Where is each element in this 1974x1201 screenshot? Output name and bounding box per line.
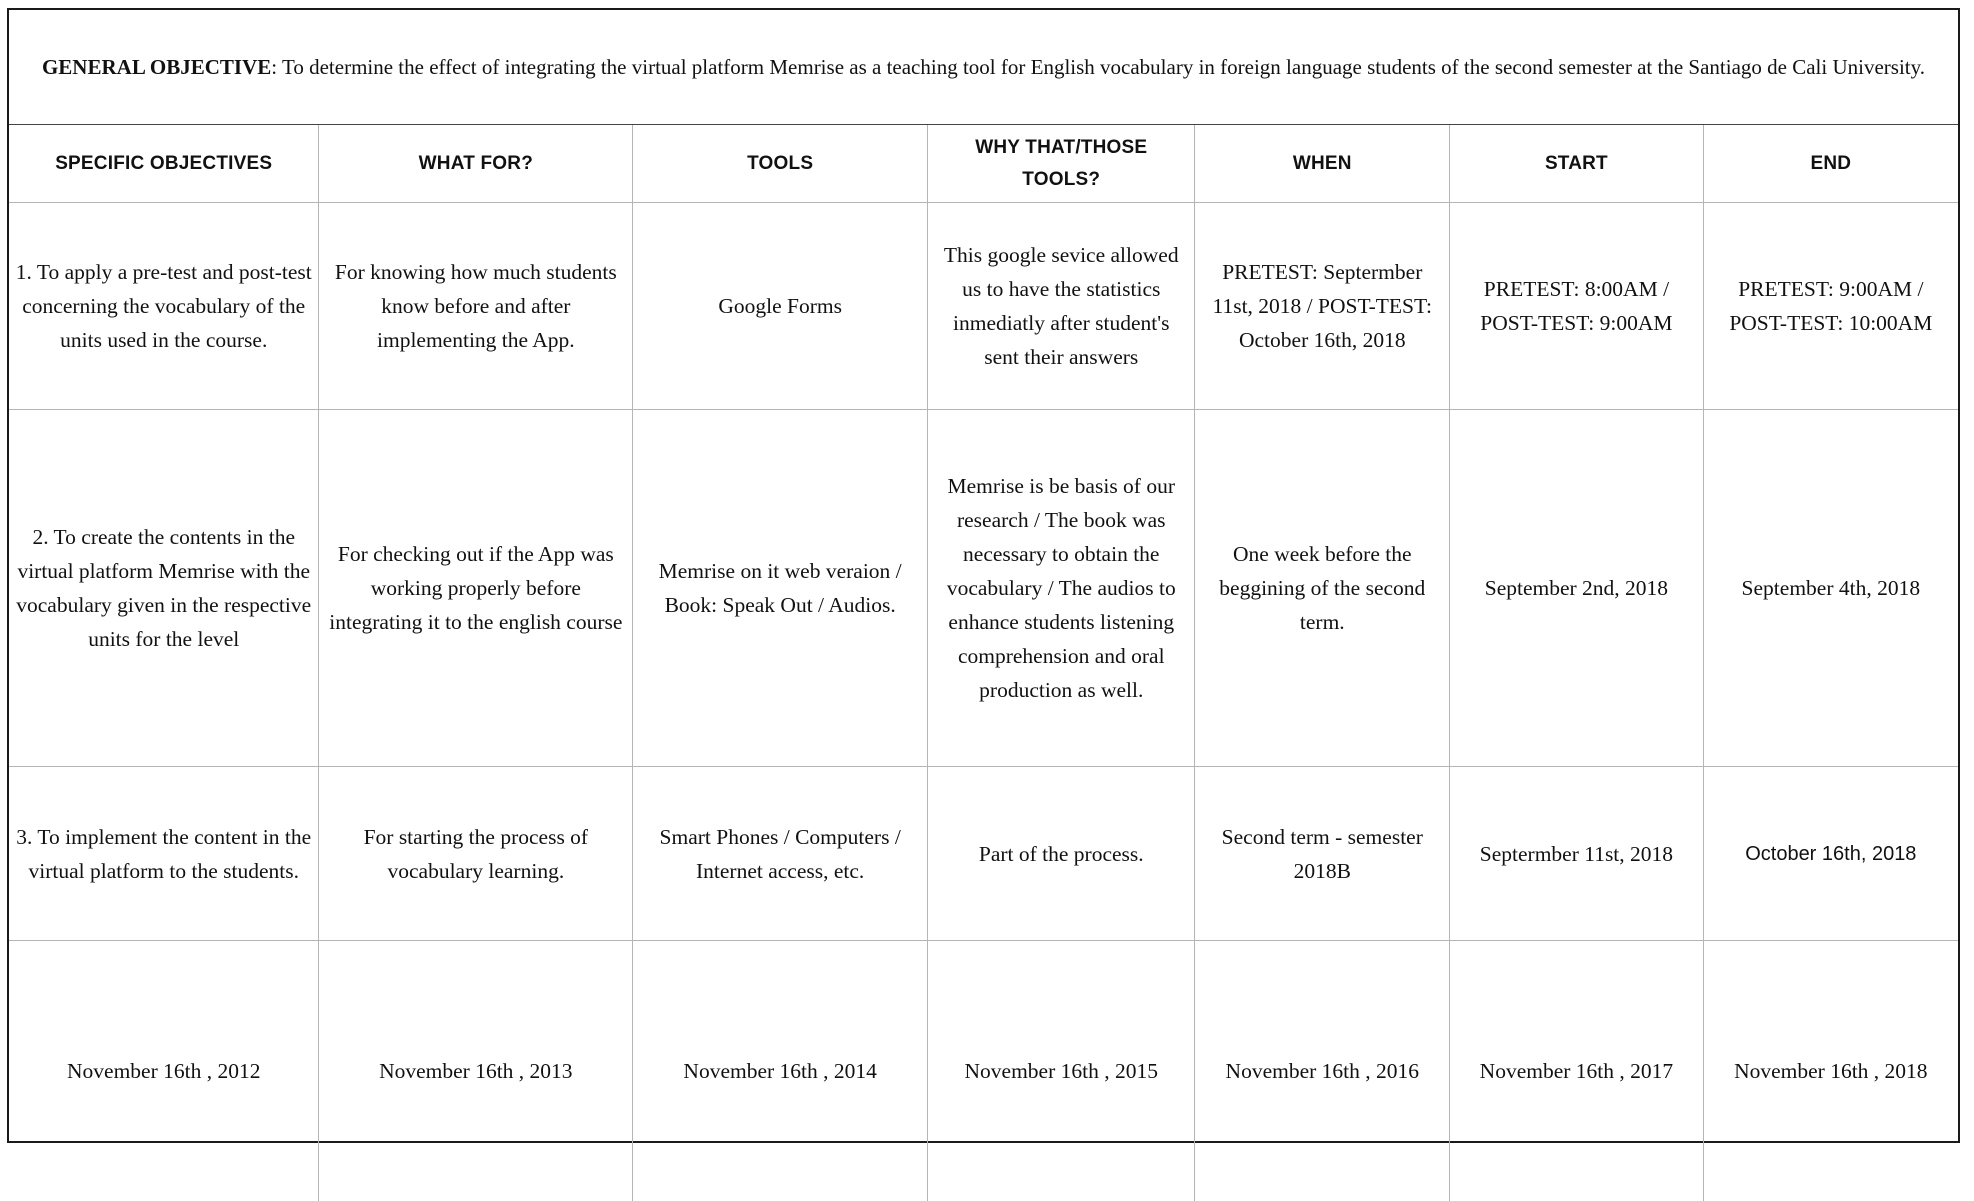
cell-specific-objective: 1. To apply a pre-test and post-test concerning the vocabulary of the units used in the course. [9, 203, 319, 410]
table-row [9, 203, 1958, 410]
objectives-table [9, 10, 1958, 1201]
cell-date: November 16th , 2014 [633, 941, 928, 1201]
cell-date: November 16th , 2017 [1450, 941, 1704, 1201]
cell-end: PRETEST: 9:00AM / POST-TEST: 10:00AM [1703, 203, 1958, 410]
header-what-for: WHAT FOR? [319, 125, 633, 203]
header-why-tools: WHY THAT/THOSE TOOLS? [928, 125, 1195, 203]
cell-what-for: For starting the process of vocabulary learning. [319, 767, 633, 941]
cell-date: November 16th , 2016 [1195, 941, 1450, 1201]
cell-start: September 2nd, 2018 [1450, 410, 1704, 767]
cell-date: November 16th , 2018 [1703, 941, 1958, 1201]
general-objective-text: : To determine the effect of integrating the virtual platform Memrise as a teaching tool for English vocabulary in foreign language students of the second semester at the Santiago de Cali University. [271, 55, 1925, 79]
cell-when: PRETEST: Septermber 11st, 2018 / POST-TEST: October 16th, 2018 [1195, 203, 1450, 410]
header-tools: TOOLS [633, 125, 928, 203]
header-when: WHEN [1195, 125, 1450, 203]
cell-start: Septermber 11st, 2018 [1450, 767, 1704, 941]
table-row [9, 767, 1958, 941]
cell-what-for: For knowing how much students know before and after implementing the App. [319, 203, 633, 410]
header-start: START [1450, 125, 1704, 203]
table-row [9, 941, 1958, 1201]
cell-date: November 16th , 2015 [928, 941, 1195, 1201]
cell-tools: Smart Phones / Computers / Internet access, etc. [633, 767, 928, 941]
cell-why-tools: Part of the process. [928, 767, 1195, 941]
cell-date: November 16th , 2013 [319, 941, 633, 1201]
cell-tools: Memrise on it web veraion / Book: Speak Out / Audios. [633, 410, 928, 767]
cell-tools: Google Forms [633, 203, 928, 410]
header-row [9, 125, 1958, 203]
cell-specific-objective: 3. To implement the content in the virtual platform to the students. [9, 767, 319, 941]
objectives-table-sheet [7, 8, 1960, 1143]
header-specific-objectives: SPECIFIC OBJECTIVES [9, 125, 319, 203]
table-row [9, 410, 1958, 767]
cell-end: September 4th, 2018 [1703, 410, 1958, 767]
cell-why-tools: Memrise is be basis of our research / The book was necessary to obtain the vocabulary / The audios to enhance students listening comprehension and oral production as well. [928, 410, 1195, 767]
cell-what-for: For checking out if the App was working properly before integrating it to the english course [319, 410, 633, 767]
cell-why-tools: This google sevice allowed us to have the statistics inmediatly after student's sent their answers [928, 203, 1195, 410]
header-end: END [1703, 125, 1958, 203]
general-objective-label: GENERAL OBJECTIVE [42, 55, 271, 79]
cell-end: October 16th, 2018 [1703, 767, 1958, 941]
cell-when: One week before the beggining of the second term. [1195, 410, 1450, 767]
general-objective [9, 10, 1958, 125]
cell-specific-objective: 2. To create the contents in the virtual platform Memrise with the vocabulary given in the respective units for the level [9, 410, 319, 767]
cell-start: PRETEST: 8:00AM / POST-TEST: 9:00AM [1450, 203, 1704, 410]
cell-when: Second term - semester 2018B [1195, 767, 1450, 941]
cell-date: November 16th , 2012 [9, 941, 319, 1201]
